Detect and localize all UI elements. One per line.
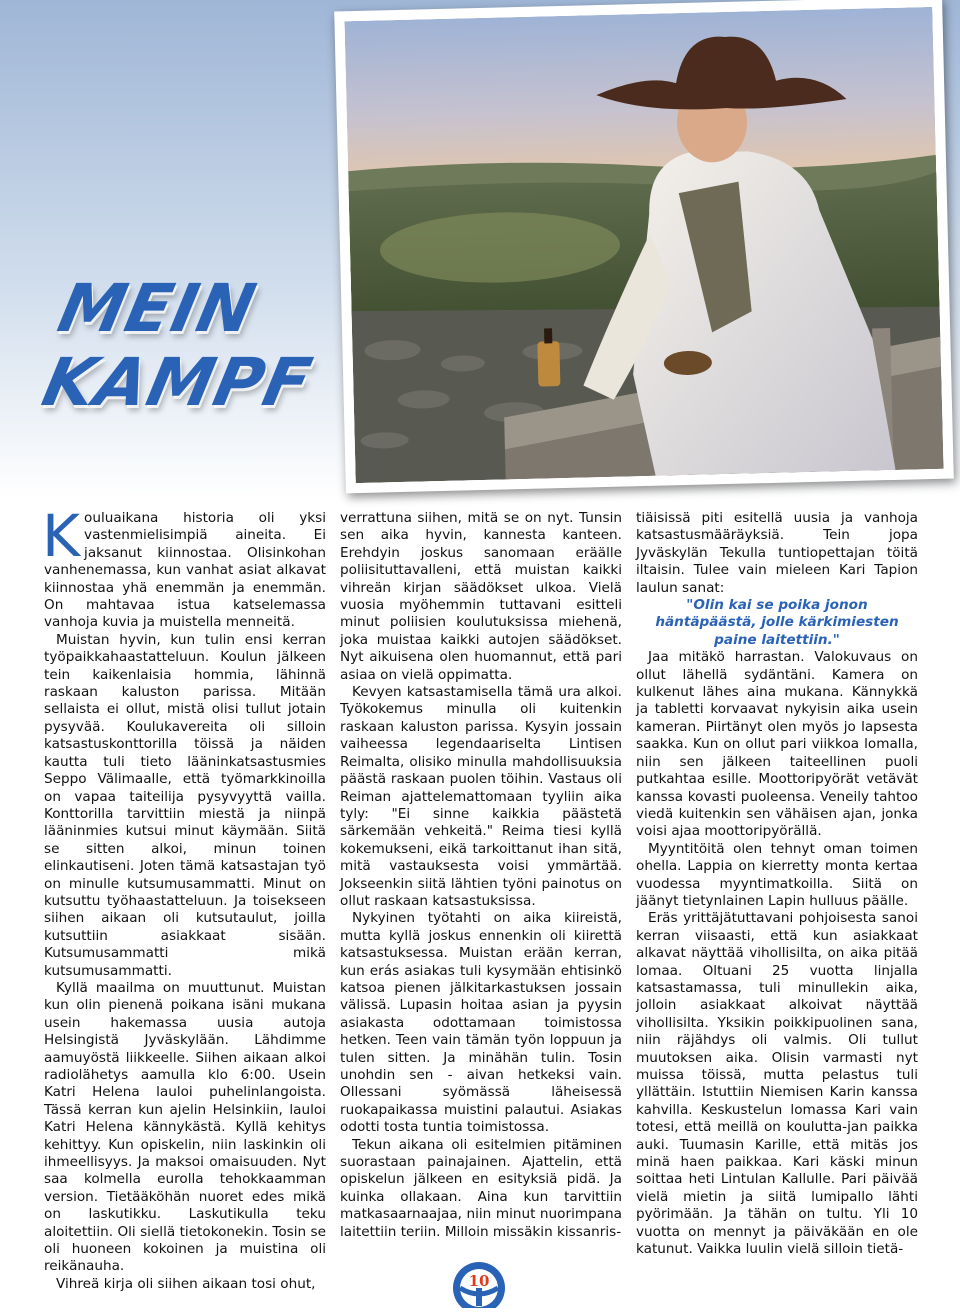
- photo-frame: [334, 0, 954, 493]
- paragraph: Tekun aikana oli esitelmien pitäminen suorastaan painajainen. Ajattelin, että opiskelun jälkeen en esityksiä pidä. Ja kuinka ollakaan. Aina kun tarvittiin matkasaarnaajaa, niin minut nuorimpana laitettiin teriin. Milloin missäkin kissanris-: [340, 1136, 622, 1240]
- paragraph: Vihreä kirja oli siihen aikaan tosi ohut,: [56, 1275, 316, 1292]
- paragraph: Eräs yrittäjätuttavani pohjoisesta sanoi kerran viisaasti, että kun asiakkaat alkavat näyttää vihollisilta, on aika pitää lomaa. Oltuani 25 vuotta linjalla katsastamassa, tuli minullekin aika, jolloin asiakkaat alkoivat näyttää vihollisilta. Yksikin poikkipuolinen sana, niin räjähdys oli valmis. Oli tullut muutoksen aika. Olisin varmasti nyt muissa töissä, mutta pelastus tuli yllättäin. Istuttiin Niemisen Karin kanssa kahvilla. Keskustelun lomassa Kari vain totesi, että meillä on koulutta-jan paikka auki. Tuumasin Karille, että mitäs jos minä haen paikkaa. Kari käski minun soittaa heti Lintulan Kallulle. Pari päivää vielä mietin ja siitä lumipallo lähti pyörimään. Ja tähän on tultu. Yli 10 vuotta on mennyt ja päiväkään en ole katunut. Vaikka luulin vielä silloin tietä-: [636, 910, 918, 1258]
- drop-cap: K: [42, 502, 81, 570]
- paragraph: Kyllä maailma on muuttunut. Muistan kun olin pienenä poikana isäni mukana usein hakemassa uusia autoja Helsingistä Jyväskylään. Lähdimme aamuyöstä liikkeelle. Siihen aikaan alkoi radiolähetys aamulla klo 6:00. Usein Katri Helena lauloi puhelinlangoista. Tässä kerran kun ajelin Helsinkiin, lauloi Katri Helena kännykästä. Kyllä kehitys kehittyy. Kun opiskelin, niin laskinkin oli ihmeellisyys. Ja maksoi omaisuuden. Nyt saa kolmella eurolla tehokkaamman version. Tietääköhän nuoret edes mikä on laskutikku. Laskutikulla teku aloitettiin. Oli siellä tietokonekin. Tosin se oli huoneen kokoinen ja muistina oli reikänauha.: [44, 979, 326, 1275]
- paragraph: Nykyinen työtahti on aika kiireistä, mutta kyllä joskus ennenkin oli kiirettä katsastuksessa. Muistan erään kerran, kun erás asiakas tuli kysymään ehtisinkö katsoa pienen jälkitarkastuksen jossain välissä. Lupasin hoitaa asian ja pyysin asiakasta odottamaan toimistossa hetken. Teen vain tämän työn loppuun ja tulen sitten. Ja minähän tulin. Tosin unohdin sen - aivan hetkeksi vain. Ollessani syömässä läheisessä ruokapaikassa muistini palautui. Asiakas odotti tosta tuntia toimistossa.: [340, 910, 622, 1136]
- paragraph: Myyntitöitä olen tehnyt oman toimen ohella. Lappia on kierretty monta kertaa vuodessa myyntimatkoilla. Siitä on jäänyt tietynlainen Lapin hulluus päälle.: [636, 840, 918, 909]
- paragraph-text: ouluaikana historia oli yksi vastenmielisimpiä aineita. Ei jaksanut kiinnostaa. Olisinkohan vanhenemassa, kun vanhat asiat alkavat kiinnostaa yhä enemmän ja enemmän. On mahtavaa istua katselemassa vanhoja kuvia ja muistella menneitä.: [44, 510, 326, 631]
- page-number: 10: [468, 1272, 490, 1290]
- paragraph: Kevyen katsastamisella tämä ura alkoi. Työkokemus minulla oli kuitenkin raskaan kaluston parissa. Kysyin jossain vaiheessa legendaariselta Lintisen Reimalta, olisiko minulla mahdollisuuksia päästä raskaan puolen töihin. Vastaus oli Reiman ajattelemattomaan tyyliin aika tyly: "Ei sinne kaikkia päästetä särkemään vehkeitä." Reima tiesi kyllä kokemukseni, eikä tarkoittanut ihan sitä, mitä vastauksesta voisi ymmärtää. Jokseenkin siitä lähtien työni painotus on ollut raskaan katsastuksissa.: [340, 684, 622, 909]
- text-column-2: [340, 510, 622, 1241]
- paragraph: Jaa mitäkö harrastan. Valokuvaus on ollut lähellä sydäntäni. Kamera on kulkenut lähes aina mukana. Kännykkä ja tabletti korvaavat nykyisin aika usein kameran. Piirtänyt olen myös jo lapsesta saakka. Kun on ollut pari viikkoa lomalla, niin sen jälkeen taiteellinen puoli putkahtaa esille. Moottoripyörät vetävät kanssa kovasti puoleensa. Veneily tahtoo viedä kuitenkin sen vähäisen ajan, jonka voisi ajaa moottoripyörällä.: [636, 649, 918, 840]
- pull-quote: "Olin kai se poika jonon häntäpäästä, jolle kärkimiesten paine laitettiin.": [655, 597, 899, 648]
- paragraph: verrattuna siihen, mitä se on nyt. Tunsin sen aika hyvin, kannesta kanteen. Erehdyin joskus sanomaan eräälle poliisituttavalleni, että muistan kaikki vihreän kirjan säädökset ulkoa. Vielä vuosia myöhemmin tuttavani esitteli minut poliisien koulutuksissa miehenä, joka muistaa kaikki autojen säädökset. Nyt aikuisena olen huomannut, että pari asiaa on vielä oppimatta.: [340, 510, 622, 683]
- text-column-1: [42, 502, 326, 1293]
- paragraph: tiäisissä piti esitellä uusia ja vanhoja katsastusmääräyksiä. Tein jopa Jyväskylän Tekulla tuntiopettajan töitä iltaisin. Tulee vain mieleen Kari Tapion laulun sanat:: [636, 510, 918, 596]
- text-column-3: [636, 510, 918, 1258]
- paragraph: [42, 502, 326, 632]
- title-line-1: MEIN: [51, 270, 263, 347]
- paragraph: Muistan hyvin, kun tulin ensi kerran työpaikkahaastatteluun. Koulun jälkeen tein kaikenlaisia hommia, lähinnä raskaan kaluston parissa. Mitään sellaista ei ollut, mistä olisi tullut jotain pysyvää. Koulukavereita oli silloin katsastuskonttorilla töissä ja näiden kautta tuli tieto lääninkatsastusmies Seppo Välimaalle, että työmarkkinoilla on vapaa taiteilija pysyvyyttä vailla. Konttorilla tarvittiin miestä ja niinpä lääninmies kutsui minut käymään. Siitä se sitten alkoi, minun toinen elinkautiseni. Joten tämä katsastajan työ on minulle kutsumusammatti. Minut on kutsuttu työhaastatteluun. Ja toisekseen siihen aikaan oli kutsutaulut, joilla kutsuttiin asiakkaat sisään. Kutsumusammatti mikä kutsumusammatti.: [44, 631, 326, 979]
- article-title: [36, 272, 367, 420]
- page-number-badge: [448, 1254, 510, 1308]
- title-line-2: KAMPF: [36, 344, 319, 421]
- photo-man-in-cowboy-hat: [344, 7, 943, 483]
